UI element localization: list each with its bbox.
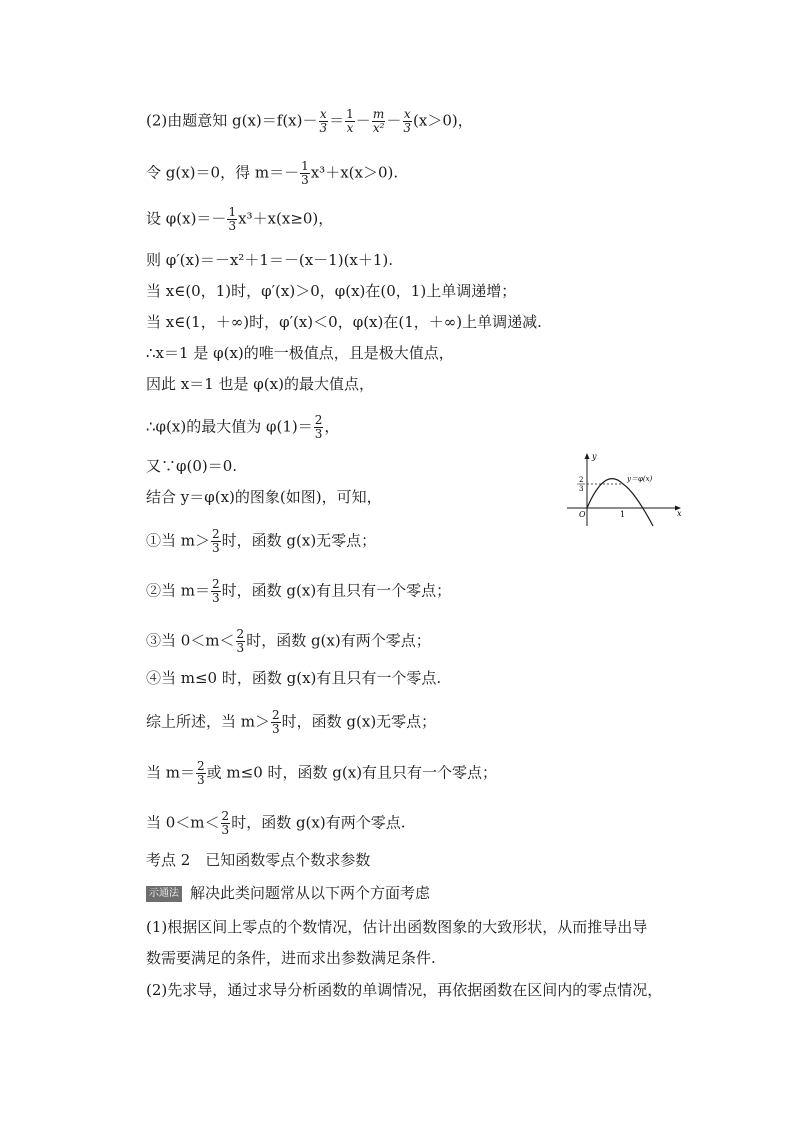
text: (x＞0)，	[413, 111, 473, 130]
x-tick-label: 1	[620, 510, 626, 519]
text: 当 m＝	[146, 763, 195, 782]
denominator: 3	[403, 121, 412, 135]
solution-line-18	[146, 810, 406, 837]
numerator: 2	[221, 809, 230, 823]
text: 当 0＜m＜	[146, 813, 220, 832]
y-tick-denominator: 3	[579, 485, 584, 493]
fraction	[345, 108, 355, 135]
text: ，	[324, 417, 340, 436]
fraction	[372, 108, 386, 135]
solution-line-10: 又∵φ(0)＝0.	[146, 457, 238, 475]
fraction	[227, 206, 237, 233]
y-axis-arrow	[585, 453, 590, 459]
numerator: 2	[314, 413, 323, 427]
denominator: 3	[212, 541, 220, 555]
fraction	[271, 709, 281, 736]
solution-line-8: 因此 x＝1 也是 φ(x)的最大值点，	[146, 375, 374, 393]
text: x³＋x(x＞0).	[310, 163, 399, 182]
text: ∴φ(x)的最大值为 φ(1)＝	[146, 417, 313, 436]
numerator: x	[403, 107, 411, 121]
solution-line-14	[146, 628, 431, 655]
denominator: 3	[197, 773, 205, 787]
text: ①当 m＞	[146, 531, 210, 550]
denominator: 3	[314, 427, 323, 441]
method-point-1b: 数需要满足的条件，进而求出参数满足条件.	[146, 949, 436, 967]
text: 时，函数 g(x)无零点；	[281, 712, 437, 731]
fraction	[211, 578, 221, 605]
solution-line-7: ∴x＝1 是 φ(x)的唯一极值点，且是极大值点，	[146, 344, 454, 362]
text: ②当 m＝	[146, 581, 210, 600]
phi-graph	[565, 450, 687, 528]
denominator: 3	[212, 591, 220, 605]
section-heading: 考点 2 已知函数零点个数求参数	[146, 851, 371, 869]
text: 时，函数 g(x)有两个零点；	[246, 631, 431, 650]
method-badge: 示通法	[146, 886, 182, 902]
text: (2)由题意知 g(x)＝f(x)－	[146, 111, 318, 130]
solution-line-13	[146, 578, 451, 605]
fraction	[314, 414, 324, 441]
numerator: m	[372, 107, 385, 121]
solution-line-15: ④当 m≤0 时，函数 g(x)有且只有一个零点.	[146, 669, 442, 687]
denominator: 3	[272, 722, 280, 736]
denominator: 3	[228, 219, 237, 233]
text: 令 g(x)＝0，得 m＝－	[146, 163, 300, 182]
denominator: 3	[221, 823, 230, 837]
solution-line-9	[146, 414, 339, 441]
text: －	[386, 111, 402, 130]
solution-line-2	[146, 160, 398, 187]
solution-line-17	[146, 760, 497, 787]
text: ＝	[329, 111, 345, 130]
solution-line-11: 结合 y＝φ(x)的图象(如图)，可知，	[146, 488, 382, 506]
solution-line-12	[146, 528, 376, 555]
text: 时，函数 g(x)有两个零点.	[231, 813, 406, 832]
solution-line-5: 当 x∈(0，1)时，φ′(x)＞0，φ(x)在(0，1)上单调递增；	[146, 282, 517, 300]
solution-line-6: 当 x∈(1，＋∞)时，φ′(x)＜0，φ(x)在(1，＋∞)上单调递减.	[146, 313, 542, 331]
y-tick-numerator: 2	[579, 476, 584, 484]
fraction	[236, 628, 246, 655]
solution-line-16	[146, 709, 436, 736]
method-line	[146, 883, 430, 903]
fraction	[402, 108, 412, 135]
text: －	[355, 111, 371, 130]
denominator: x	[346, 121, 354, 135]
fraction	[211, 528, 221, 555]
text: ③当 0＜m＜	[146, 631, 235, 650]
numerator: 2	[236, 627, 245, 641]
numerator: 2	[197, 759, 205, 773]
text: 设 φ(x)＝－	[146, 209, 227, 228]
x-axis-label: x	[677, 509, 682, 518]
text: 综上所述，当 m＞	[146, 712, 270, 731]
text: 时，函数 g(x)有且只有一个零点；	[221, 581, 452, 600]
numerator: 2	[212, 527, 220, 541]
origin-label: O	[579, 510, 586, 519]
solution-line-1	[146, 108, 473, 135]
denominator: 3	[319, 121, 328, 135]
fraction	[221, 810, 231, 837]
fraction	[319, 108, 329, 135]
numerator: x	[319, 107, 327, 121]
numerator: 1	[228, 205, 237, 219]
numerator: 2	[272, 708, 280, 722]
solution-line-4: 则 φ′(x)＝－x²＋1＝－(x－1)(x＋1).	[146, 251, 394, 269]
method-point-2: (2)先求导，通过求导分析函数的单调情况，再依据函数在区间内的零点情况，	[146, 981, 663, 999]
curve-label: y＝φ(x)	[627, 475, 653, 483]
fraction	[300, 160, 310, 187]
denominator: x²	[372, 121, 385, 135]
denominator: 3	[236, 641, 245, 655]
method-text: 解决此类问题常从以下两个方面考虑	[190, 884, 431, 902]
numerator: 1	[301, 159, 309, 173]
text: 或 m≤0 时，函数 g(x)有且只有一个零点；	[206, 763, 498, 782]
method-point-1a: (1)根据区间上零点的个数情况，估计出函数图象的大致形状，从而推导出导	[146, 918, 648, 936]
fraction	[196, 760, 206, 787]
solution-line-3	[146, 206, 333, 233]
numerator: 2	[212, 577, 220, 591]
text: 时，函数 g(x)无零点；	[221, 531, 377, 550]
numerator: 1	[346, 107, 354, 121]
denominator: 3	[301, 173, 309, 187]
y-axis-label: y	[592, 452, 597, 461]
text: x³＋x(x≥0)，	[238, 209, 334, 228]
